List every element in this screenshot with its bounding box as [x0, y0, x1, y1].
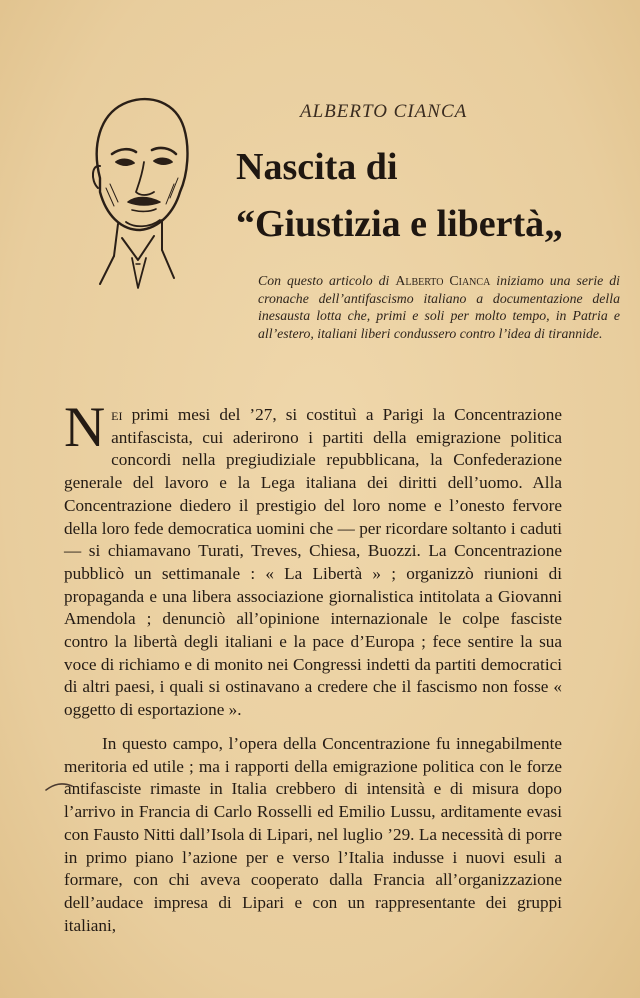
body-paragraph-1 — [64, 396, 562, 722]
article-title-line-1: Nascita di — [236, 146, 398, 188]
article-title-line-2: “Giustizia e libertà„ — [236, 203, 564, 245]
body-paragraph-2: In questo campo, l’opera della Concentrazione fu innegabilmente meritoria ed utile ; ma i rapporti della emigrazione politica con le forze antifasciste rimaste in Italia crebbero di intensità e di misura dopo l’arrivo in Francia di Carlo Rosselli ed Emilio Lussu, arditamente evasi con Fausto Nitti dall’Isola di Lipari, nel luglio ’29. La necessità di porre in primo piano l’azione per e verso l’Italia indusse i nuovi esuli a formare, con chi aveva cooperato dalla Francia all’organizzazione dell’audace impresa di Lipari e con un rappresentante dei gruppi italiani, — [64, 734, 562, 935]
intro-paragraph — [258, 272, 620, 342]
intro-text-post: iniziamo una serie di cronache dell’antifascismo italiano a documentazione della inesausta lotta che, primi e soli per molto tempo, in Patria e all’estero, italiani liberi condussero contro l’idea di tirannide. — [258, 273, 620, 341]
first-word: ei — [111, 405, 123, 424]
intro-author-name: Alberto Cianca — [395, 273, 491, 288]
portrait-sketch-icon — [70, 88, 200, 298]
pencil-mark-icon — [44, 780, 74, 792]
drop-cap: N — [64, 396, 106, 459]
intro-text-pre: Con questo articolo di — [258, 273, 390, 288]
paragraph-1-text: primi mesi del ’27, si costituì a Parigi la Concentrazione antifascista, cui aderirono i partiti della emigrazione politica concordi nella pregiudiziale repubblicana, la Confederazione generale del lavoro e la Lega italiana dei diritti dell’uomo. Alla Concentrazione diedero il prestigio del loro nome e l’onesto fervore della loro fede democratica uomini che — per ricordare soltanto i caduti — si chiamavano Turati, Treves, Chiesa, Buozzi. La Concentrazione pubblicò un settimanale : « La Libertà » ; organizzò riunioni di propaganda e una libera associazione giornalistica intitolata a Giovanni Amendola ; denunciò all’opinione internazionale le colpe fasciste contro la libertà degli italiani e la pace d’Europa ; fece sentire la sua voce di richiamo e di monito nei Congressi indetti da partiti democratici di altri paesi, i quali si ostinavano a credere che il fascismo non fosse « oggetto di esportazione ». — [64, 405, 562, 720]
author-name: ALBERTO CIANCA — [300, 101, 468, 122]
